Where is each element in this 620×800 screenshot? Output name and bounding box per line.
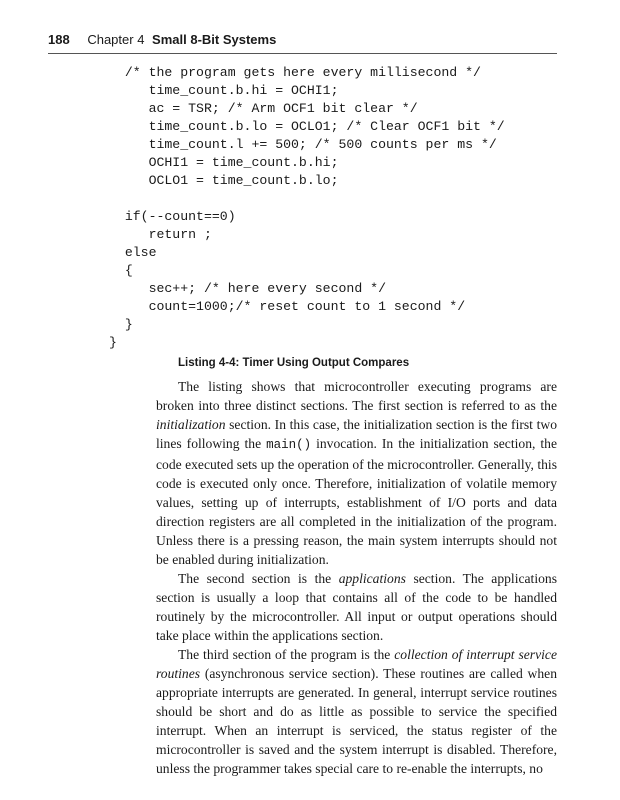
- page-number: 188: [48, 32, 70, 47]
- paragraph-text: section. The applications section is usually a loop that contains all of the code to be handled routinely by the microcontroller. All input or output operations should take place within the applications section.: [156, 571, 557, 643]
- code-line: else: [109, 245, 157, 260]
- code-line: count=1000;/* reset count to 1 second */: [109, 299, 466, 314]
- code-line: time_count.l += 500; /* 500 counts per ms */: [109, 137, 497, 152]
- paragraph-text: (asynchronous service section). These routines are called when appropriate interrupts are generated. In general, interrupt service routines should be short and do as little as possible to service the specified interrupt. When an interrupt is serviced, the status register of the microcontroller is saved and the system interrupt is disabled. Therefore, unless the programmer takes special care to re-enable the interrupts, no: [156, 666, 557, 776]
- paragraph-1: [156, 377, 557, 569]
- listing-caption: Listing 4-4: Timer Using Output Compares: [178, 357, 410, 369]
- code-line: ac = TSR; /* Arm OCF1 bit clear */: [109, 101, 418, 116]
- code-listing: [109, 64, 505, 352]
- paragraph-text: The third section of the program is the: [178, 647, 395, 662]
- code-line: {: [109, 263, 133, 278]
- paragraph-text: The listing shows that microcontroller executing programs are broken into three distinct sections. The first section is referred to as the: [156, 379, 557, 413]
- code-line: OCLO1 = time_count.b.lo;: [109, 173, 339, 188]
- paragraph-text: The second section is the: [178, 571, 339, 586]
- paragraph-text: section. In this case, the initialization section is the first two lines following the: [156, 417, 557, 451]
- chapter-label: Chapter 4: [87, 32, 145, 47]
- code-line: }: [109, 317, 133, 332]
- code-line: return ;: [109, 227, 212, 242]
- code-line-blank: [109, 190, 505, 208]
- code-line: OCHI1 = time_count.b.hi;: [109, 155, 339, 170]
- paragraph-2: [156, 569, 557, 645]
- code-line: time_count.b.lo = OCLO1; /* Clear OCF1 bit */: [109, 119, 505, 134]
- paragraph-3: [156, 645, 557, 778]
- emphasis-text: collection of interrupt service routines: [156, 647, 557, 681]
- paragraph-text: invocation. In the initialization section, the code executed sets up the operation of the microcontroller. Generally, this code is executed only once. Therefore, initialization of volatile memory values, setting up of interrupts, establishment of I/O ports and data direction registers are all completed in the initialization of the program. Unless there is a pressing reason, the main system interrupts should not be enabled during initialization.: [156, 436, 557, 567]
- emphasis-text: initialization: [156, 417, 226, 432]
- body-text: [156, 377, 557, 778]
- inline-code: main(): [266, 438, 312, 452]
- code-line: if(--count==0): [109, 209, 236, 224]
- code-line: }: [109, 335, 117, 350]
- running-header: [48, 31, 557, 54]
- code-line: sec++; /* here every second */: [109, 281, 386, 296]
- chapter-title: Small 8-Bit Systems: [152, 32, 277, 47]
- code-line: /* the program gets here every millisecond */: [109, 65, 481, 80]
- code-line: time_count.b.hi = OCHI1;: [109, 83, 339, 98]
- emphasis-text: applications: [338, 571, 406, 586]
